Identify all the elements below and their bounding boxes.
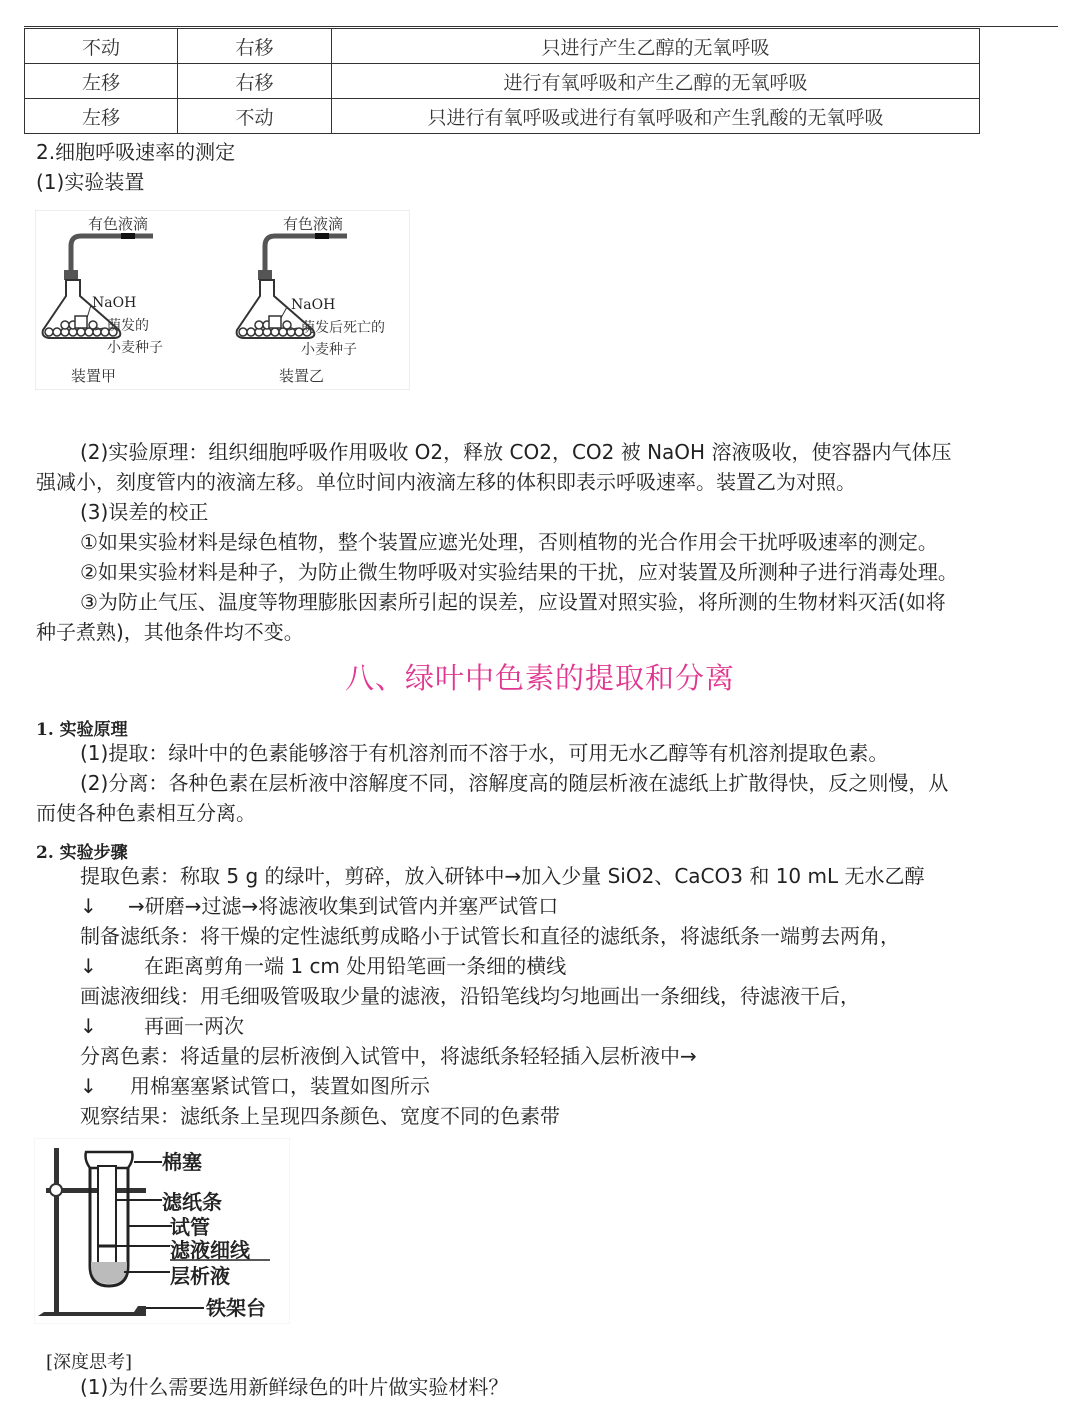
label-paper: 滤纸条 bbox=[162, 1190, 222, 1214]
table-row bbox=[25, 64, 980, 99]
seed-label-1: 萌发后死亡的 bbox=[301, 320, 385, 336]
table-row bbox=[25, 29, 980, 64]
table-row bbox=[25, 99, 980, 134]
table-cell: 不动 bbox=[178, 99, 332, 134]
arrow-down: ↓ bbox=[80, 894, 97, 918]
correction-item-1: ①如果实验材料是绿色植物，整个装置应遮光处理，否则植物的光合作用会干扰呼吸速率的测定。 bbox=[80, 530, 938, 554]
principle-extract: (1)提取：绿叶中的色素能够溶于有机溶剂而不溶于水，可用无水乙醇等有机溶剂提取色素。 bbox=[80, 741, 889, 765]
step-line-cont: 再画一两次 bbox=[144, 1014, 244, 1038]
principle-line-2: 强减小，刻度管内的液滴左移。单位时间内液滴左移的体积即表示呼吸速率。装置乙为对照。 bbox=[36, 470, 856, 494]
table-cell: 进行有氧呼吸和产生乙醇的无氧呼吸 bbox=[332, 64, 980, 99]
droplet-label: 有色液滴 bbox=[283, 215, 344, 233]
respiration-apparatus-figure bbox=[35, 210, 410, 390]
figure-caption: 装置甲 bbox=[71, 367, 117, 385]
seed-label-2: 小麦种子 bbox=[107, 340, 163, 356]
seed-label-2: 小麦种子 bbox=[301, 342, 357, 358]
arrow-down: ↓ bbox=[80, 954, 97, 978]
table-cell: 只进行有氧呼吸或进行有氧呼吸和产生乳酸的无氧呼吸 bbox=[332, 99, 980, 134]
label-cotton: 棉塞 bbox=[162, 1150, 202, 1174]
principle-line-1: (2)实验原理：组织细胞呼吸作用吸收 O2，释放 CO2，CO2 被 NaOH 溶液吸收，使容器内气体压 bbox=[80, 440, 952, 464]
seed-label-1: 萌发的 bbox=[107, 318, 149, 334]
step-line: 画滤液细线：用毛细吸管吸取少量的滤液，沿铅笔线均匀地画出一条细线，待滤液干后， bbox=[80, 984, 860, 1008]
label-tube: 试管 bbox=[170, 1215, 210, 1239]
correction-item-3: ③为防止气压、温度等物理膨胀因素所引起的误差，应设置对照实验，将所测的生物材料灭活(如将 bbox=[80, 590, 946, 614]
principle-heading: 1. 实验原理 bbox=[36, 720, 128, 740]
naoh-label: NaOH bbox=[291, 297, 336, 313]
step-separate: 分离色素：将适量的层析液倒入试管中，将滤纸条轻轻插入层析液中→ bbox=[80, 1044, 697, 1068]
step-separate-cont: 用棉塞塞紧试管口，装置如图所示 bbox=[130, 1074, 430, 1098]
correction-item-3-cont: 种子煮熟)，其他条件均不变。 bbox=[36, 620, 304, 644]
top-rule bbox=[24, 26, 1058, 27]
label-filtrate-line: 滤液细线 bbox=[170, 1238, 250, 1262]
table-cell: 左移 bbox=[25, 64, 178, 99]
principle-separate-cont: 而使各种色素相互分离。 bbox=[36, 801, 256, 825]
section-heading: 2.细胞呼吸速率的测定 bbox=[36, 140, 236, 164]
step-extract-cont: →研磨→过滤→将滤液收集到试管内并塞严试管口 bbox=[128, 894, 559, 918]
principle-separate: (2)分离：各种色素在层析液中溶解度不同，溶解度高的随层析液在滤纸上扩散得快，反之则慢，从 bbox=[80, 771, 949, 795]
stand-rod bbox=[54, 1148, 59, 1316]
result-table bbox=[24, 28, 980, 134]
filter-paper-strip bbox=[98, 1166, 116, 1278]
question-1: (1)为什么需要选用新鲜绿色的叶片做实验材料？ bbox=[80, 1375, 509, 1399]
chromatography-figure bbox=[34, 1138, 290, 1324]
subheading-apparatus: (1)实验装置 bbox=[36, 170, 145, 194]
table-cell: 右移 bbox=[178, 29, 332, 64]
table-cell: 不动 bbox=[25, 29, 178, 64]
step-paper: 制备滤纸条：将干燥的定性滤纸剪成略小于试管长和直径的滤纸条，将滤纸条一端剪去两角， bbox=[80, 924, 900, 948]
arrow-down: ↓ bbox=[80, 1074, 97, 1098]
label-stand: 铁架台 bbox=[206, 1296, 266, 1320]
correction-item-2: ②如果实验材料是种子，为防止微生物呼吸对实验结果的干扰，应对装置及所测种子进行消毒处理。 bbox=[80, 560, 958, 584]
label-solvent: 层析液 bbox=[170, 1264, 230, 1288]
table-cell: 右移 bbox=[178, 64, 332, 99]
figure-caption: 装置乙 bbox=[279, 367, 325, 385]
section-title: 八、绿叶中色素的提取和分离 bbox=[344, 661, 735, 695]
steps-heading: 2. 实验步骤 bbox=[36, 843, 128, 863]
step-observe: 观察结果：滤纸条上呈现四条颜色、宽度不同的色素带 bbox=[80, 1104, 560, 1128]
table-cell: 左移 bbox=[25, 99, 178, 134]
arrow-down: ↓ bbox=[80, 1014, 97, 1038]
droplet-label: 有色液滴 bbox=[88, 215, 149, 233]
step-extract: 提取色素：称取 5 g 的绿叶，剪碎，放入研钵中→加入少量 SiO2、CaCO3 和 10 mL 无水乙醇 bbox=[80, 864, 925, 888]
step-paper-cont: 在距离剪角一端 1 cm 处用铅笔画一条细的横线 bbox=[144, 954, 567, 978]
deep-thinking-heading: [深度思考] bbox=[46, 1352, 133, 1373]
table-cell: 只进行产生乙醇的无氧呼吸 bbox=[332, 29, 980, 64]
correction-heading: (3)误差的校正 bbox=[80, 500, 209, 524]
naoh-label: NaOH bbox=[92, 295, 137, 311]
